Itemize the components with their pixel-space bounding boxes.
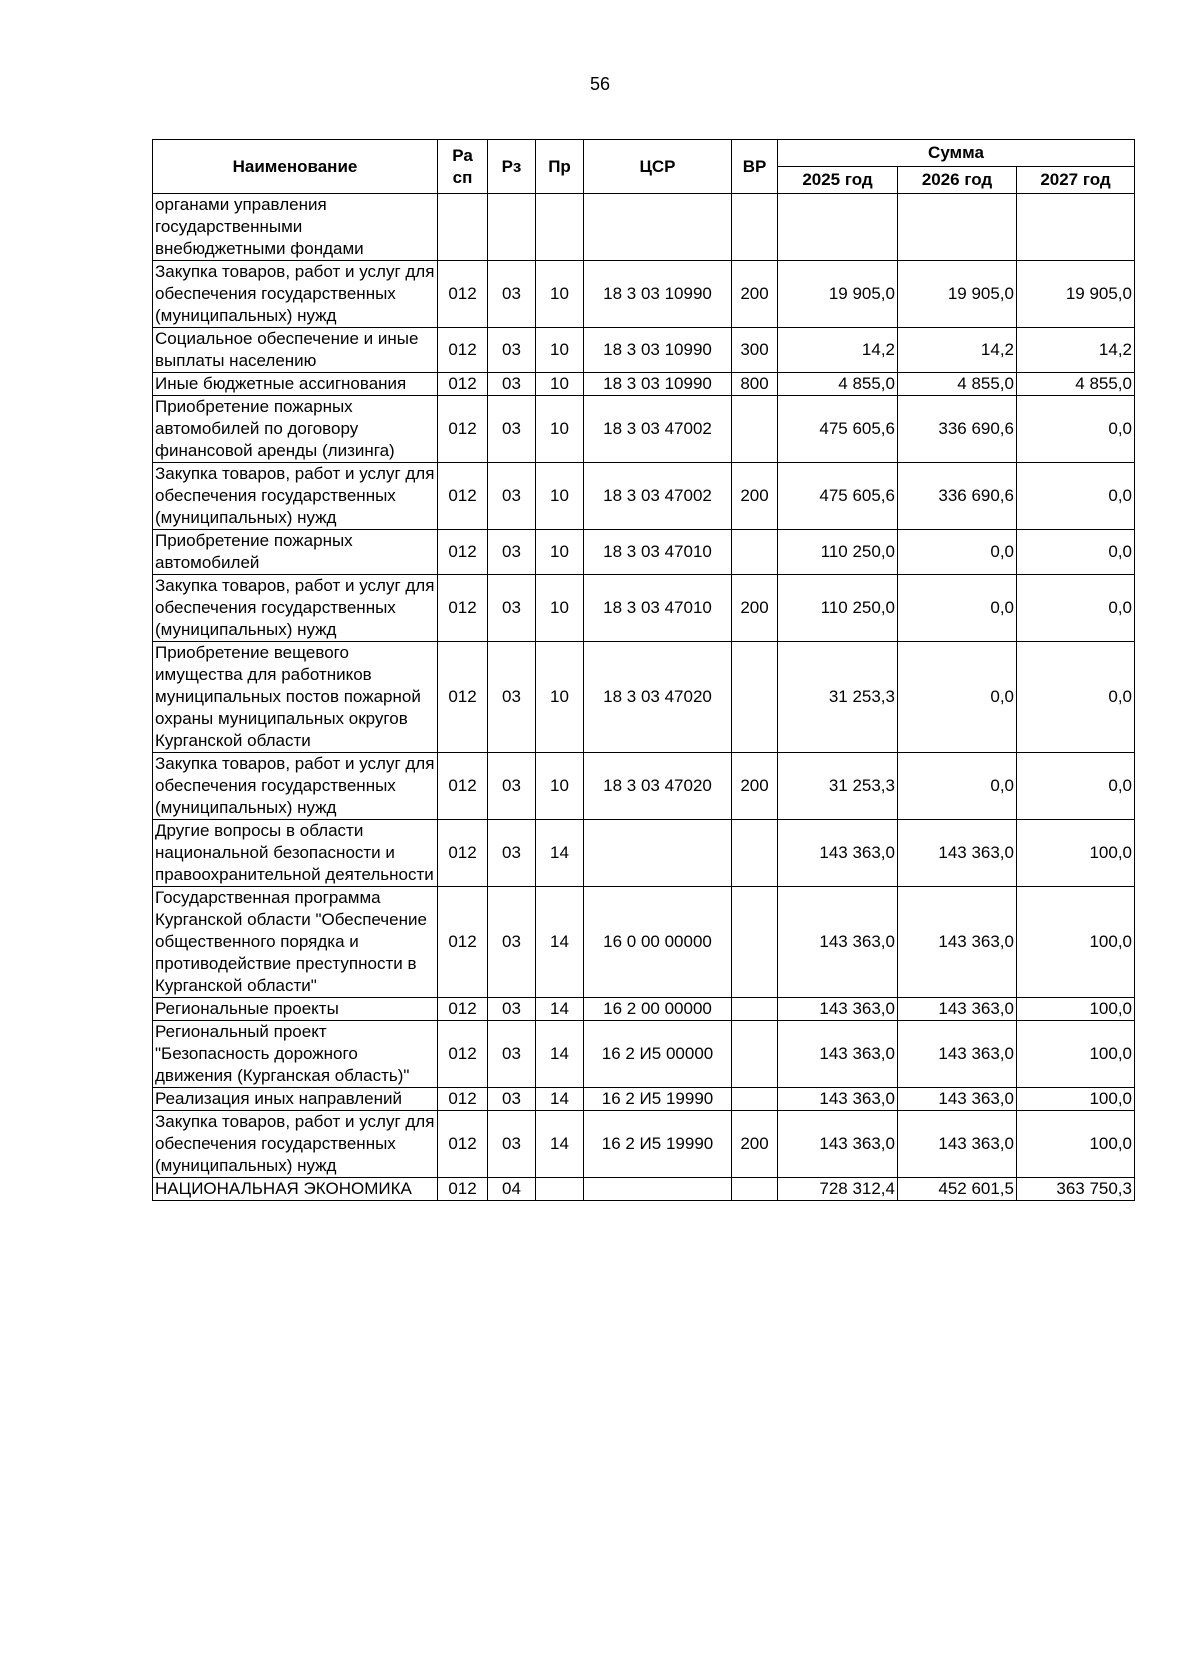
cell-sum-2027: [1017, 194, 1135, 261]
cell-rz: 03: [488, 642, 536, 753]
cell-sum-2025: 143 363,0: [778, 998, 898, 1021]
header-vr: ВР: [732, 140, 778, 194]
cell-name: Закупка товаров, работ и услуг для обеспечения государственных (муниципальных) нужд: [153, 753, 438, 820]
cell-sum-2026: [898, 194, 1017, 261]
cell-pr: 14: [536, 820, 584, 887]
cell-vr: [732, 1021, 778, 1088]
cell-name: Другие вопросы в области национальной безопасности и правоохранительной деятельности: [153, 820, 438, 887]
header-csr: ЦСР: [584, 140, 732, 194]
cell-name: Региональные проекты: [153, 998, 438, 1021]
cell-vr: 200: [732, 261, 778, 328]
table-row: [153, 1111, 1135, 1178]
cell-name: НАЦИОНАЛЬНАЯ ЭКОНОМИКА: [153, 1178, 438, 1201]
cell-sum-2025: 31 253,3: [778, 753, 898, 820]
header-pr: Пр: [536, 140, 584, 194]
cell-pr: 10: [536, 261, 584, 328]
cell-name: органами управления государственными внебюджетными фондами: [153, 194, 438, 261]
cell-sum-2027: 100,0: [1017, 1111, 1135, 1178]
cell-rasp: 012: [438, 373, 488, 396]
cell-sum-2027: 100,0: [1017, 887, 1135, 998]
cell-name: Закупка товаров, работ и услуг для обеспечения государственных (муниципальных) нужд: [153, 261, 438, 328]
cell-rz: 03: [488, 396, 536, 463]
cell-vr: 200: [732, 463, 778, 530]
header-year-2025: 2025 год: [778, 167, 898, 194]
cell-sum-2027: 0,0: [1017, 396, 1135, 463]
cell-csr: 18 3 03 10990: [584, 328, 732, 373]
table-row: [153, 328, 1135, 373]
cell-sum-2025: 31 253,3: [778, 642, 898, 753]
cell-rasp: 012: [438, 642, 488, 753]
cell-csr: 18 3 03 47002: [584, 463, 732, 530]
cell-csr: [584, 820, 732, 887]
header-rasp-line2: сп: [452, 167, 473, 187]
table-row: [153, 820, 1135, 887]
table-row: [153, 1088, 1135, 1111]
header-rz: Рз: [488, 140, 536, 194]
cell-rz: 04: [488, 1178, 536, 1201]
cell-sum-2026: 0,0: [898, 530, 1017, 575]
header-year-2026: 2026 год: [898, 167, 1017, 194]
cell-vr: 200: [732, 753, 778, 820]
cell-rz: 03: [488, 261, 536, 328]
cell-rasp: 012: [438, 575, 488, 642]
cell-sum-2025: 475 605,6: [778, 463, 898, 530]
cell-rz: 03: [488, 373, 536, 396]
cell-vr: 300: [732, 328, 778, 373]
cell-csr: 18 3 03 10990: [584, 373, 732, 396]
cell-sum-2027: 4 855,0: [1017, 373, 1135, 396]
cell-sum-2025: 14,2: [778, 328, 898, 373]
cell-rasp: 012: [438, 1021, 488, 1088]
cell-pr: 10: [536, 328, 584, 373]
cell-sum-2025: 143 363,0: [778, 1111, 898, 1178]
cell-rasp: 012: [438, 1111, 488, 1178]
cell-sum-2025: 4 855,0: [778, 373, 898, 396]
cell-vr: [732, 1088, 778, 1111]
cell-sum-2027: 0,0: [1017, 530, 1135, 575]
cell-sum-2025: 110 250,0: [778, 575, 898, 642]
cell-sum-2025: 110 250,0: [778, 530, 898, 575]
cell-sum-2026: 143 363,0: [898, 1021, 1017, 1088]
cell-rasp: 012: [438, 261, 488, 328]
cell-name: Закупка товаров, работ и услуг для обеспечения государственных (муниципальных) нужд: [153, 1111, 438, 1178]
cell-sum-2026: 0,0: [898, 642, 1017, 753]
cell-vr: 200: [732, 1111, 778, 1178]
header-sum: Сумма: [778, 140, 1135, 167]
header-name: Наименование: [153, 140, 438, 194]
cell-pr: 10: [536, 463, 584, 530]
cell-rz: [488, 194, 536, 261]
cell-pr: 10: [536, 575, 584, 642]
cell-rasp: 012: [438, 753, 488, 820]
cell-csr: 16 2 И5 00000: [584, 1021, 732, 1088]
cell-sum-2025: 143 363,0: [778, 887, 898, 998]
cell-name: Закупка товаров, работ и услуг для обеспечения государственных (муниципальных) нужд: [153, 463, 438, 530]
cell-csr: 18 3 03 10990: [584, 261, 732, 328]
cell-rasp: 012: [438, 328, 488, 373]
cell-pr: 10: [536, 642, 584, 753]
cell-name: Региональный проект "Безопасность дорожного движения (Курганская область)": [153, 1021, 438, 1088]
header-rasp: [438, 140, 488, 194]
cell-name: Приобретение пожарных автомобилей: [153, 530, 438, 575]
cell-vr: [732, 530, 778, 575]
cell-sum-2027: 19 905,0: [1017, 261, 1135, 328]
cell-pr: 14: [536, 1111, 584, 1178]
table-row: [153, 261, 1135, 328]
cell-csr: 18 3 03 47010: [584, 530, 732, 575]
cell-pr: [536, 194, 584, 261]
cell-sum-2025: 143 363,0: [778, 820, 898, 887]
table-row: [153, 463, 1135, 530]
cell-sum-2025: [778, 194, 898, 261]
cell-csr: 16 2 И5 19990: [584, 1111, 732, 1178]
cell-rasp: 012: [438, 396, 488, 463]
cell-csr: 18 3 03 47020: [584, 753, 732, 820]
cell-csr: 16 0 00 00000: [584, 887, 732, 998]
table-row: [153, 1178, 1135, 1201]
table-row: [153, 575, 1135, 642]
cell-sum-2026: 143 363,0: [898, 998, 1017, 1021]
table-row: [153, 373, 1135, 396]
cell-sum-2026: 19 905,0: [898, 261, 1017, 328]
cell-rz: 03: [488, 328, 536, 373]
cell-sum-2025: 143 363,0: [778, 1021, 898, 1088]
cell-rz: 03: [488, 1088, 536, 1111]
table-row: [153, 887, 1135, 998]
cell-rz: 03: [488, 998, 536, 1021]
cell-sum-2027: 100,0: [1017, 998, 1135, 1021]
table-row: [153, 530, 1135, 575]
cell-csr: 16 2 И5 19990: [584, 1088, 732, 1111]
cell-sum-2026: 143 363,0: [898, 887, 1017, 998]
cell-rasp: [438, 194, 488, 261]
cell-sum-2026: 4 855,0: [898, 373, 1017, 396]
cell-rasp: 012: [438, 1088, 488, 1111]
cell-sum-2026: 14,2: [898, 328, 1017, 373]
cell-sum-2025: 475 605,6: [778, 396, 898, 463]
cell-name: Иные бюджетные ассигнования: [153, 373, 438, 396]
cell-sum-2027: 0,0: [1017, 753, 1135, 820]
cell-name: Реализация иных направлений: [153, 1088, 438, 1111]
cell-sum-2026: 452 601,5: [898, 1178, 1017, 1201]
cell-rz: 03: [488, 887, 536, 998]
cell-pr: 14: [536, 998, 584, 1021]
cell-vr: 800: [732, 373, 778, 396]
cell-rasp: 012: [438, 463, 488, 530]
cell-vr: [732, 396, 778, 463]
cell-pr: 10: [536, 530, 584, 575]
cell-sum-2027: 100,0: [1017, 1088, 1135, 1111]
cell-vr: [732, 887, 778, 998]
cell-sum-2026: 336 690,6: [898, 396, 1017, 463]
cell-pr: 14: [536, 1021, 584, 1088]
cell-sum-2026: 143 363,0: [898, 820, 1017, 887]
cell-sum-2026: 143 363,0: [898, 1088, 1017, 1111]
cell-sum-2027: 0,0: [1017, 463, 1135, 530]
cell-sum-2027: 0,0: [1017, 575, 1135, 642]
table-row: [153, 194, 1135, 261]
cell-rasp: 012: [438, 887, 488, 998]
table-row: [153, 396, 1135, 463]
cell-vr: [732, 998, 778, 1021]
cell-rz: 03: [488, 575, 536, 642]
cell-rasp: 012: [438, 998, 488, 1021]
cell-sum-2025: 19 905,0: [778, 261, 898, 328]
cell-csr: 18 3 03 47020: [584, 642, 732, 753]
cell-name: Государственная программа Курганской области "Обеспечение общественного порядка и противодействие преступности в Курганской области": [153, 887, 438, 998]
cell-rz: 03: [488, 1111, 536, 1178]
table-row: [153, 1021, 1135, 1088]
header-year-2027: 2027 год: [1017, 167, 1135, 194]
cell-rasp: 012: [438, 1178, 488, 1201]
cell-sum-2025: 143 363,0: [778, 1088, 898, 1111]
table-row: [153, 998, 1135, 1021]
budget-table: [152, 139, 1135, 1201]
cell-vr: [732, 1178, 778, 1201]
cell-vr: 200: [732, 575, 778, 642]
table-body: [153, 194, 1135, 1201]
cell-sum-2027: 100,0: [1017, 820, 1135, 887]
cell-sum-2026: 0,0: [898, 575, 1017, 642]
table-row: [153, 753, 1135, 820]
cell-pr: [536, 1178, 584, 1201]
cell-rz: 03: [488, 530, 536, 575]
header-rasp-line1: Ра: [452, 145, 473, 165]
cell-name: Закупка товаров, работ и услуг для обеспечения государственных (муниципальных) нужд: [153, 575, 438, 642]
cell-rz: 03: [488, 753, 536, 820]
cell-vr: [732, 194, 778, 261]
cell-rasp: 012: [438, 820, 488, 887]
cell-vr: [732, 820, 778, 887]
cell-pr: 10: [536, 373, 584, 396]
cell-sum-2027: 0,0: [1017, 642, 1135, 753]
cell-csr: 18 3 03 47002: [584, 396, 732, 463]
cell-sum-2026: 0,0: [898, 753, 1017, 820]
cell-pr: 14: [536, 887, 584, 998]
cell-vr: [732, 642, 778, 753]
cell-sum-2026: 336 690,6: [898, 463, 1017, 530]
cell-rz: 03: [488, 463, 536, 530]
cell-sum-2027: 100,0: [1017, 1021, 1135, 1088]
cell-rasp: 012: [438, 530, 488, 575]
cell-name: Приобретение пожарных автомобилей по договору финансовой аренды (лизинга): [153, 396, 438, 463]
cell-sum-2027: 363 750,3: [1017, 1178, 1135, 1201]
cell-rz: 03: [488, 820, 536, 887]
cell-sum-2026: 143 363,0: [898, 1111, 1017, 1178]
cell-csr: 16 2 00 00000: [584, 998, 732, 1021]
cell-pr: 10: [536, 396, 584, 463]
cell-csr: [584, 194, 732, 261]
page-number: 56: [589, 74, 611, 94]
cell-sum-2025: 728 312,4: [778, 1178, 898, 1201]
table-row: [153, 642, 1135, 753]
cell-csr: [584, 1178, 732, 1201]
cell-name: Социальное обеспечение и иные выплаты населению: [153, 328, 438, 373]
cell-pr: 10: [536, 753, 584, 820]
cell-pr: 14: [536, 1088, 584, 1111]
cell-name: Приобретение вещевого имущества для работников муниципальных постов пожарной охраны муниципальных округов Курганской области: [153, 642, 438, 753]
cell-sum-2027: 14,2: [1017, 328, 1135, 373]
cell-csr: 18 3 03 47010: [584, 575, 732, 642]
cell-rz: 03: [488, 1021, 536, 1088]
